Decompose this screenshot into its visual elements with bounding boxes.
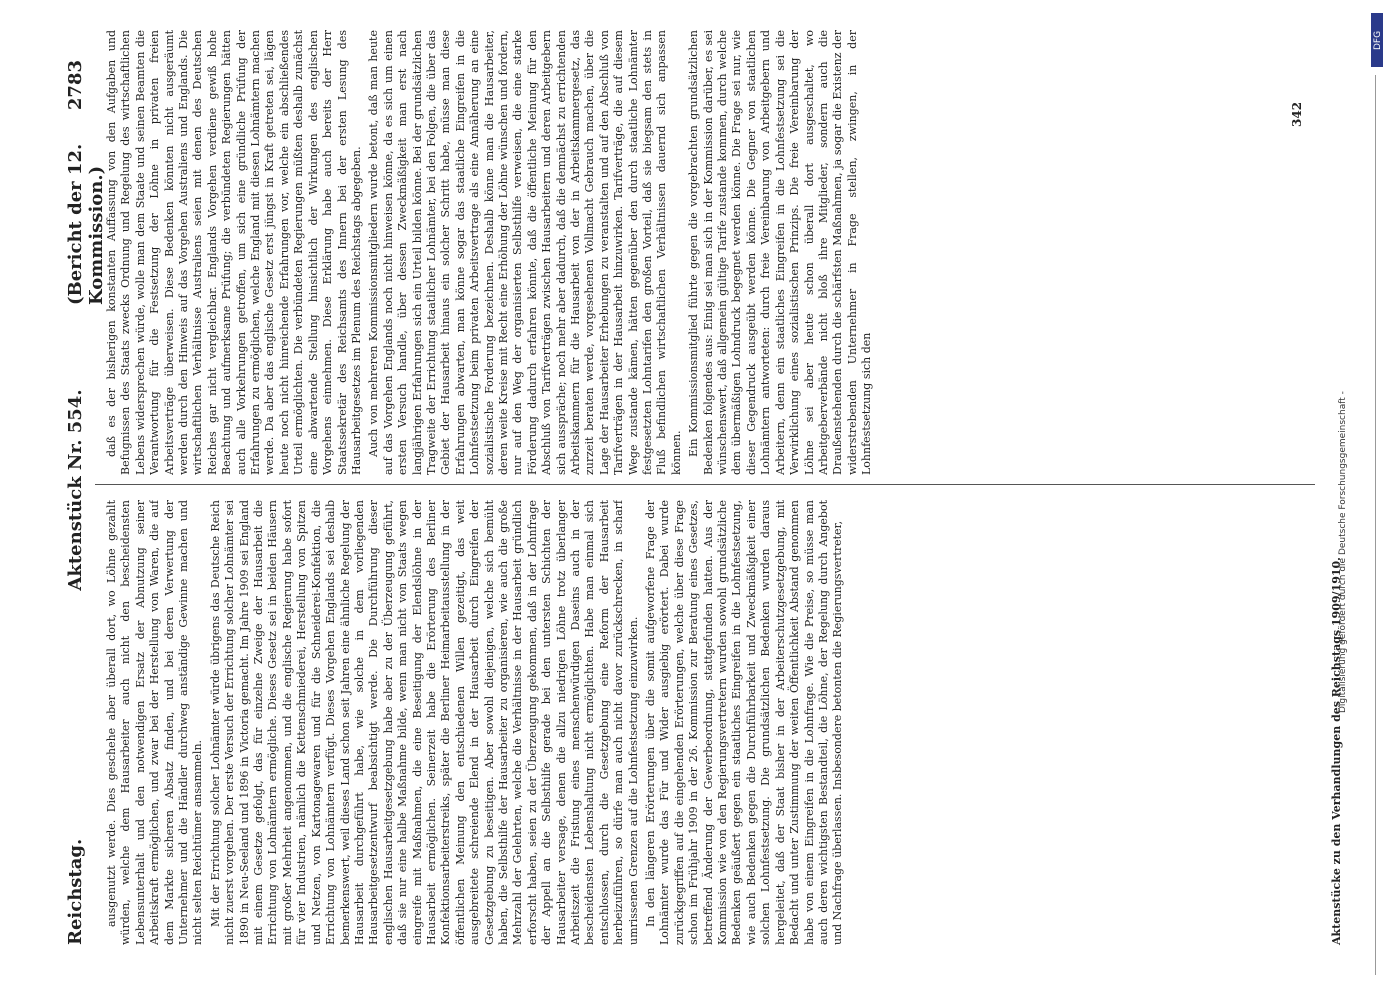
page-footer: Aktenstücke zu den Verhandlungen des Reichstags 1909/1910.: [1330, 557, 1343, 945]
column-right: [105, 30, 1325, 475]
paragraph: In den längeren Erörterungen über die somit aufgeworfene Frage der Lohnämter wurde das Für und Wider ausgiebig erörtert. Dabei wurde zurückgegriffen auf die eingehenden Erörterungen, welche über diese Frage schon im Frühjahr 1909 in der 26. Kommission zur Beratung eines Gesetzes, betreffend Änderung der Gewerbeordnung, stattgefunden hatten. Aus der Kommission wie von den Regierungsvertretern wurden sowohl grundsätzliche Bedenken geäußert gegen ein staatliches Eingreifen in die Lohnfestsetzung, wie auch Bedenken gegen die Durchführbarkeit und Zweckmäßigkeit einer solchen Lohnfestsetzung. Die grundsätzlichen Bedenken wurden daraus hergeleitet, daß der Staat bisher in der Arbeiterschutzgesetzgebung, mit Bedacht und unter Zustimmung der weiten Öffentlichkeit Abstand genommen habe von einem Eingreifen in die Lohnfrage. Wie die Preise, so müsse man auch deren wichtigsten Bestandteil, die Löhne, der Regelung durch Angebot und Nachfrage überlassen. Insbesondere betonten die Regierungsvertreter,: [644, 500, 845, 945]
page-number: 2783: [65, 60, 86, 111]
header-center: Aktenstück Nr. 554.: [65, 389, 86, 591]
credit-text: Digitalisierung gefördert durch die Deutsche Forschungsgemeinschaft -: [1338, 391, 1348, 713]
column-left: [105, 500, 1325, 945]
header-right: (Bericht der 12. Kommission.): [65, 143, 107, 305]
credit-rule: [1375, 75, 1376, 975]
page-header: [63, 60, 107, 945]
paragraph: Ein Kommissionsmitglied führte gegen die vorgebrachten grundsätzlichen Bedenken folgendes aus: Einig sei man sich in der Kommission darüber, es sei wünschenswert, daß allgemein gültige Tarife zustande kommen, durch welche dem übermäßigen Lohndruck begegnet werden könne. Die Frage sei nur, wie dieser Gegendruck ausgeübt werden könne. Die Gegner von staatlichen Lohnämtern antworteten: durch freie Vereinbarung von Arbeitgebern und Arbeitern, denn ein staatliches Eingreifen in die Lohnfestsetzung sei die Verwirklichung eines sozialistischen Prinzips. Die freie Vereinbarung der Löhne sei aber heute schon überall dort ausgeschaltet, wo Arbeitgeberverbände nicht bloß ihre Mitglieder, sondern auch die Draußenstehenden durch die schärfsten Maßnahmen, ja sogar die Existenz der widerstrebenden Unternehmer in Frage stellen, zwingen, in der Lohnfestsetzung sich den: [687, 30, 874, 475]
digitization-credit: [1337, 5, 1383, 995]
sheet-number: 342: [1290, 101, 1304, 127]
dfg-logo: DFG: [1371, 13, 1383, 67]
column-divider: [95, 484, 1315, 485]
paragraph: daß es der bisherigen konstanten Auffassung von den Aufgaben und Befugnissen des Staats zwecks Ordnung und Regelung des wirtschaftlichen Lebens widersprechen würde, wolle man dem Staate und seinen Beamten die Verantwortung für die Festsetzung der Löhne in privaten freien Arbeitsverträge überweisen. Diese Bedenken könnten nicht ausgeräumt werden durch den Hinweis auf das Vorgehen Australiens und Englands. Die wirtschaftlichen Verhältnisse Australiens seien mit denen des Deutschen Reiches gar nicht vergleichbar. Englands Vorgehen verdiene gewiß hohe Beachtung und aufmerksame Prüfung; die verbündeten Regierungen hätten auch alle Vorkehrungen getroffen, um sich eine gründliche Prüfung der Erfahrungen zu ermöglichen, welche England mit diesen Lohnämtern machen werde. Da aber das englische Gesetz erst jüngst in Kraft getreten sei, lägen heute noch nicht hinreichende Erfahrungen vor, welche ein abschließendes Urteil ermöglichten. Die verbündeten Regierungen müßten deshalb zunächst eine abwartende Stellung hinsichtlich der Wirkungen des englischen Vorgehens einnehmen. Diese Erklärung habe auch bereits der Herr Staatssekretär des Reichsamts des Innern bei der ersten Lesung des Hausarbeitgesetzes im Plenum des Reichstags abgegeben.: [105, 30, 363, 475]
paragraph: Auch von mehreren Kommissionsmitgliedern wurde betont, daß man heute auf das Vorgehen Englands noch nicht hinweisen könne, da es sich um einen ersten Versuch handle, über dessen Zweckmäßigkeit man erst nach langjährigen Erfahrungen sich ein Urteil bilden könne. Bei der grundsätzlichen Tragweite der Errichtung staatlicher Lohnämter, bei den Folgen, die über das Gebiet der Hausarbeit hinaus ein solcher Schritt habe, müsse man diese Erfahrungen abwarten, man könne sogar das staatliche Eingreifen in die Lohnfestsetzung beim privaten Arbeitsvertrage als eine Annäherung an eine sozialistische Forderung bezeichnen. Deshalb könne man die Hausarbeiter, deren weite Kreise mit Recht eine Erhöhung der Löhne wünschen und fordern, nur auf den Weg der organisierten Selbsthilfe verweisen, die eine starke Förderung dadurch erfahren könnte, daß die öffentliche Meinung für den Abschluß von Tarifverträgen zwischen Hausarbeitern und deren Arbeitgebern sich ausspräche; noch mehr aber dadurch, daß die demnächst zu errichtenden Arbeitskammern für die Hausarbeit von der in Arbeitskammergesetz, das zurzeit beraten werde, vorgesehenen Vollmacht Gebrauch machen, über die Lage der Hausarbeiter Erhebungen zu veranstalten und auf den Abschluß von Tarifverträgen in der Hausarbeit hinzuwirken. Tarifverträge, die auf diesem Wege zustande kämen, hätten gegenüber den durch staatliche Lohnämter festgesetzten Lohntarifen den großen Vorteil, daß sie biegsam den stets in Fluß befindlichen wirtschaftlichen Verhältnissen dauernd sich anpassen können.: [367, 30, 683, 475]
paragraph: Mit der Errichtung solcher Lohnämter würde übrigens das Deutsche Reich nicht zuerst vorgehen. Der erste Versuch der Errichtung solcher Lohnämter sei 1890 in Neu-Seeland und 1896 in Victoria gemacht. Im Jahre 1909 sei England mit einem Gesetze gefolgt, das für einzelne Zweige der Hausarbeit die Errichtung von Lohnämtern ermögliche. Dieses Gesetz sei in beiden Häusern mit großer Mehrheit angenommen, und die englische Regierung habe sofort für vier Industrien, nämlich die Kettenschmiederei, Herstellung von Spitzen und Netzen, von Kartonagewaren und für die Schneiderei-Konfektion, die Errichtung von Lohnämtern verfügt. Dieses Vorgehen Englands sei deshalb bemerkenswert, weil dieses Land schon seit Jahren eine ähnliche Regelung der Hausarbeit durchgeführt habe, wie solche in dem vorliegenden Hausarbeitgesetzentwurf beabsichtigt werde. Die Durchführung dieser englischen Hausarbeitgesetzgebung habe aber zu der Überzeugung geführt, daß sie nur eine halbe Maßnahme bilde, wenn man nicht von Staats wegen eingreife mit Maßnahmen, die eine Beseitigung der Elendslöhne in der Hausarbeit ermöglichen. Seinerzeit habe die Erörterung des Berliner Konfektionsarbeiterstreiks, später die Berliner Heimarbeitausstellung in der öffentlichen Meinung den entschiedenen Willen gezeitigt, das weit ausgebreitete schreiende Elend in der Hausarbeit durch Eingreifen der Gesetzgebung zu beseitigen. Aber sowohl diejenigen, welche sich bemüht haben, die Selbsthilfe der Hausarbeiter zu organisieren, wie auch die große Mehrzahl der Gelehrten, welche die Verhältnisse in der Hausarbeit gründlich erforscht haben, seien zu der Überzeugung gekommen, daß in der Lohnfrage der Appell an die Selbsthilfe gerade bei den untersten Schichten der Hausarbeiter versage, denen die allzu niedrigen Löhne trotz überlanger Arbeitszeit die Fristung eines menschenwürdigen Daseins auch in der bescheidensten Lebenshaltung nicht ermöglichten. Habe man einmal sich entschlossen, durch die Gesetzgebung eine Reform der Hausarbeit herbeizuführen, so dürfe man auch nicht davor zurückschrecken, in scharf umrissenen Grenzen auf die Lohnfestsetzung einzuwirken.: [208, 500, 640, 945]
paragraph: ausgenutzt werde. Dies geschehe aber überall dort, wo Löhne gezahlt würden, welche dem Hausarbeiter auch nicht den bescheidensten Lebensunterhalt und den notwendigen Ersatz der Abnutzung seiner Arbeitskraft ermöglichen, und zwar bei der Herstellung von Waren, die auf dem Markte sicheren Absatz finden, und bei deren Verwertung der Unternehmer und die Händler durchweg anständige Gewinne machen und nicht selten Reichtümer ansammeln.: [105, 500, 205, 945]
header-left: Reichstag.: [65, 838, 86, 945]
